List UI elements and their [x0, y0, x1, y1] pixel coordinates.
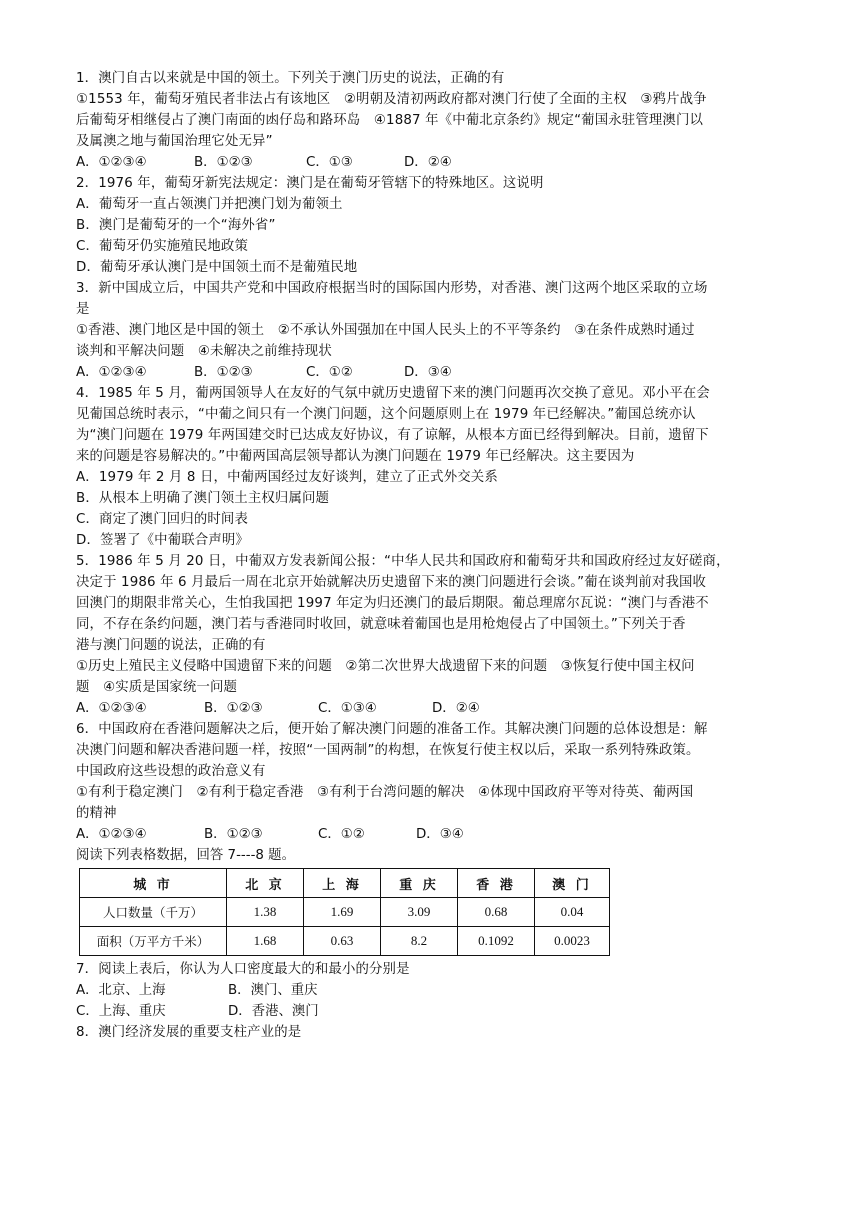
q2-option-c: C．葡萄牙仍实施殖民地政策	[76, 239, 248, 254]
q6-option-d: D．③④	[416, 827, 464, 842]
table-cell: 1.69	[304, 898, 381, 927]
table-header-cell: 香 港	[458, 869, 535, 898]
q3-text-line: 是	[76, 302, 90, 317]
q6-stem: 6．中国政府在香港问题解决之后，便开始了解决澳门问题的准备工作。其解决澳门问题的总体设想是：解	[76, 722, 708, 737]
q3-option-d: D．③④	[404, 365, 452, 380]
table-cell: 1.68	[227, 927, 304, 956]
q4-stem: 4．1985 年 5 月，葡两国领导人在友好的气氛中就历史遗留下来的澳门问题再次交换了意见。邓小平在会	[76, 386, 710, 401]
q5-option-c: C．①③④	[318, 701, 377, 716]
q1-option-d: D．②④	[404, 155, 452, 170]
q7-options-cd	[76, 1001, 788, 1022]
q5-options	[76, 698, 788, 719]
q3-options	[76, 362, 788, 383]
table-cell: 0.1092	[458, 927, 535, 956]
q2-option-a: A．葡萄牙一直占领澳门并把澳门划为葡领土	[76, 197, 343, 212]
q7-stem: 7．阅读上表后，你认为人口密度最大的和最小的分别是	[76, 962, 410, 977]
q1-text-line: 及属澳之地与葡国治理它处无异”	[76, 134, 273, 149]
q5-option-a: A．①②③④	[76, 701, 147, 716]
q4-text-line: 来的问题是容易解决的。”中葡两国高层领导都认为澳门问题在 1979 年已经解决。这主要因为	[76, 449, 635, 464]
q6-option-b: B．①②③	[204, 827, 263, 842]
q3-option-a: A．①②③④	[76, 365, 147, 380]
q7-options-ab	[76, 980, 788, 1001]
q6-option-c: C．①②	[318, 827, 365, 842]
q8-stem: 8．澳门经济发展的重要支柱产业的是	[76, 1025, 302, 1040]
q5-stem: 5．1986 年 5 月 20 日，中葡双方发表新闻公报：“中华人民共和国政府和葡萄牙共和国政府经过友好磋商，	[76, 554, 730, 569]
city-data-table	[79, 868, 610, 956]
q6-text-line: 决澳门问题和解决香港问题一样，按照“一国两制”的构想，在恢复行使主权以后，采取一系列特殊政策。	[76, 743, 700, 758]
q1-option-b: B．①②③	[194, 155, 253, 170]
table-cell: 1.38	[227, 898, 304, 927]
table-cell: 0.04	[535, 898, 610, 927]
q7-option-d: D．香港、澳门	[228, 1004, 319, 1019]
q5-text-line: ①历史上殖民主义侵略中国遗留下来的问题 ②第二次世界大战遗留下来的问题 ③恢复行使中国主权问	[76, 659, 695, 674]
q7-option-b: B．澳门、重庆	[228, 983, 318, 998]
q7-option-a: A．北京、上海	[76, 983, 166, 998]
q7-option-c: C．上海、重庆	[76, 1004, 166, 1019]
q5-text-line: 回澳门的期限非常关心，生怕我国把 1997 年定为归还澳门的最后期限。葡总理席尔瓦说：“澳门与香港不	[76, 596, 709, 611]
q4-option-a: A．1979 年 2 月 8 日，中葡两国经过友好谈判，建立了正式外交关系	[76, 470, 498, 485]
table-intro: 阅读下列表格数据，回答 7----8 题。	[76, 848, 295, 863]
table-cell: 3.09	[381, 898, 458, 927]
q1-option-a: A．①②③④	[76, 155, 147, 170]
q4-option-d: D．签署了《中葡联合声明》	[76, 533, 249, 548]
q5-text-line: 题 ④实质是国家统一问题	[76, 680, 238, 695]
table-header-row	[80, 869, 610, 898]
q6-text-line: 中国政府这些设想的政治意义有	[76, 764, 266, 779]
q5-option-d: D．②④	[432, 701, 480, 716]
table-header-cell: 城 市	[80, 869, 227, 898]
q1-stem: 1．澳门自古以来就是中国的领土。下列关于澳门历史的说法，正确的有	[76, 71, 505, 86]
table-cell: 0.0023	[535, 927, 610, 956]
table-cell: 8.2	[381, 927, 458, 956]
q4-text-line: 为“澳门问题在 1979 年两国建交时已达成友好协议，有了谅解，从根本方面已经得到解决。目前，遗留下	[76, 428, 709, 443]
q2-option-d: D．葡萄牙承认澳门是中国领土而不是葡殖民地	[76, 260, 358, 275]
q4-text-line: 见葡国总统时表示，“中葡之间只有一个澳门问题，这个问题原则上在 1979 年已经解决。”葡国总统亦认	[76, 407, 696, 422]
q6-options	[76, 824, 788, 845]
q3-text-line: 谈判和平解决问题 ④未解决之前维持现状	[76, 344, 332, 359]
q2-option-b: B．澳门是葡萄牙的一个“海外省”	[76, 218, 276, 233]
table-cell: 0.68	[458, 898, 535, 927]
q1-options	[76, 152, 788, 173]
q5-option-b: B．①②③	[204, 701, 263, 716]
table-header-cell: 重 庆	[381, 869, 458, 898]
q1-text-line: ①1553 年，葡萄牙殖民者非法占有该地区 ②明朝及清初两政府都对澳门行使了全面的主权 ③鸦片战争	[76, 92, 707, 107]
q1-text-line: 后葡萄牙相继侵占了澳门南面的凼仔岛和路环岛 ④1887 年《中葡北京条约》规定“葡国永驻管理澳门以	[76, 113, 704, 128]
q5-text-line: 港与澳门问题的说法，正确的有	[76, 638, 266, 653]
q3-option-c: C．①②	[306, 365, 353, 380]
q2-stem: 2．1976 年，葡萄牙新宪法规定：澳门是在葡萄牙管辖下的特殊地区。这说明	[76, 176, 544, 191]
exam-page	[76, 68, 788, 1043]
table-row-label: 面积（万平方千米）	[80, 927, 227, 956]
table-row	[80, 898, 610, 927]
q3-stem: 3．新中国成立后，中国共产党和中国政府根据当时的国际国内形势，对香港、澳门这两个地区采取的立场	[76, 281, 708, 296]
table-header-cell: 北 京	[227, 869, 304, 898]
q5-text-line: 同，不存在条约问题，澳门若与香港同时收回，就意味着葡国也是用枪炮侵占了中国领土。”下列关于香	[76, 617, 686, 632]
q4-option-b: B．从根本上明确了澳门领土主权归属问题	[76, 491, 330, 506]
q6-text-line: ①有利于稳定澳门 ②有利于稳定香港 ③有利于台湾问题的解决 ④体现中国政府平等对待英、葡两国	[76, 785, 694, 800]
q5-text-line: 决定于 1986 年 6 月最后一周在北京开始就解决历史遗留下来的澳门问题进行会谈。”葡在谈判前对我国收	[76, 575, 707, 590]
q6-option-a: A．①②③④	[76, 827, 147, 842]
table-row	[80, 927, 610, 956]
q1-option-c: C．①③	[306, 155, 353, 170]
table-cell: 0.63	[304, 927, 381, 956]
q3-option-b: B．①②③	[194, 365, 253, 380]
q3-text-line: ①香港、澳门地区是中国的领土 ②不承认外国强加在中国人民头上的不平等条约 ③在条件成熟时通过	[76, 323, 695, 338]
table-header-cell: 澳 门	[535, 869, 610, 898]
table-row-label: 人口数量（千万）	[80, 898, 227, 927]
table-header-cell: 上 海	[304, 869, 381, 898]
q4-option-c: C．商定了澳门回归的时间表	[76, 512, 248, 527]
q6-text-line: 的精神	[76, 806, 117, 821]
